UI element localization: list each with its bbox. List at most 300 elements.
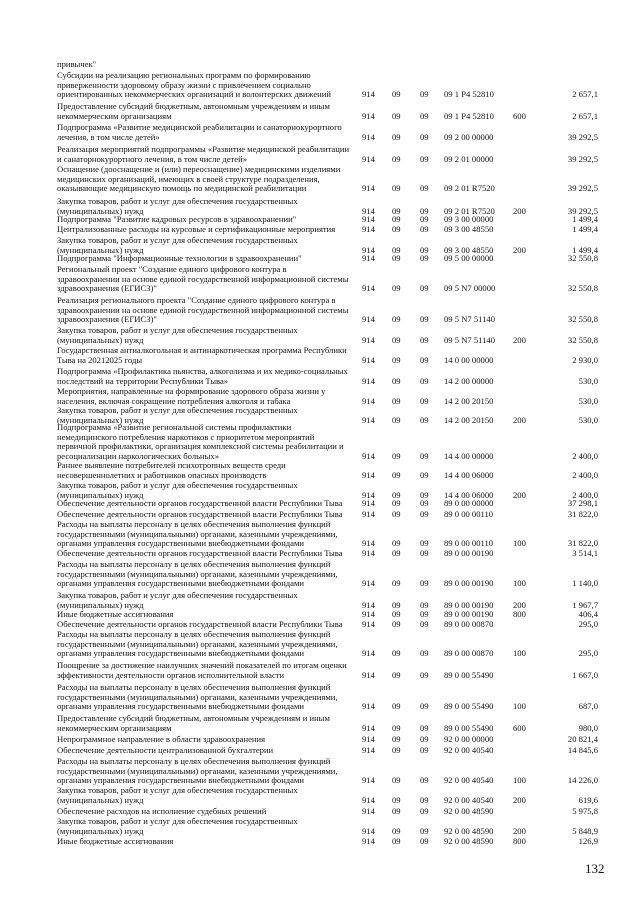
- description-line: здравоохранения (ЕГИСЗ)": [57, 314, 157, 325]
- section-code: 09: [392, 153, 401, 164]
- subsection-code: 09: [420, 745, 429, 755]
- section-code: 09: [392, 469, 401, 480]
- expense-type-code: 100: [513, 648, 526, 659]
- description-line: Закупка товаров, работ и услуг для обеспечения государственных: [57, 196, 298, 206]
- grbs-code: 914: [362, 498, 375, 508]
- subsection-code: 09: [420, 599, 429, 610]
- description-line: Закупка товаров, работ и услуг для обеспечения государственных: [57, 816, 298, 826]
- description-line: Расходы на выплаты персоналу в целях обеспечения выполнения функций: [57, 682, 331, 692]
- grbs-code: 914: [362, 548, 375, 558]
- amount: 39 292,5: [567, 153, 598, 164]
- description-line: Закупка товаров, работ и услуг для обеспечения государственных: [57, 480, 298, 490]
- amount: 5 975,8: [572, 806, 598, 816]
- subsection-code: 09: [420, 619, 429, 629]
- target-article-code: 89 0 00 00870: [444, 619, 494, 629]
- section-code: 09: [392, 669, 401, 680]
- target-article-code: 09 5 00 00000: [444, 253, 494, 263]
- description-line: Закупка товаров, работ и услуг для обеспечения государственных: [57, 405, 298, 415]
- grbs-code: 914: [362, 538, 375, 549]
- amount: 1 499,4: [572, 244, 598, 255]
- row-description: [57, 265, 357, 294]
- target-article-code: 89 0 00 00870: [444, 648, 494, 659]
- subsection-code: 09: [420, 253, 429, 263]
- description-line: Государственная антиалкогольная и антинаркотическая программа Республики: [57, 345, 347, 355]
- amount: 37 298,1: [567, 498, 598, 508]
- description-line: (муниципальных) нужд: [57, 794, 144, 805]
- description-line: (муниципальных) нужд: [57, 414, 144, 425]
- subsection-code: 09: [420, 224, 429, 234]
- row-description: [57, 367, 357, 386]
- target-article-code: 92 0 00 40540: [444, 775, 494, 786]
- subsection-code: 09: [420, 806, 429, 816]
- target-article-code: 09 5 N7 51140: [444, 334, 496, 345]
- grbs-code: 914: [362, 609, 375, 619]
- section-code: 09: [392, 722, 401, 733]
- amount: 31 822,0: [567, 509, 598, 519]
- grbs-code: 914: [362, 244, 375, 255]
- expense-type-code: 200: [513, 334, 526, 345]
- grbs-code: 914: [362, 669, 375, 680]
- target-article-code: 92 0 00 40540: [444, 794, 494, 805]
- amount: 2 657,1: [572, 110, 598, 121]
- grbs-code: 914: [362, 450, 375, 461]
- description-line: здравоохранении на основе единой государственной информационной системы: [57, 273, 349, 284]
- expense-type-code: 200: [513, 599, 526, 610]
- grbs-code: 914: [362, 183, 375, 194]
- description-line: первичной профилактики, организация комплексной системы реабилитации и: [57, 441, 344, 452]
- subsection-code: 09: [420, 244, 429, 255]
- description-line: (муниципальных) нужд: [57, 205, 144, 216]
- section-code: 09: [392, 619, 401, 629]
- subsection-code: 09: [420, 375, 429, 386]
- subsection-code: 09: [420, 578, 429, 589]
- description-line: Поощрение за достижение наилучших значений показателей по итогам оценки: [57, 660, 347, 670]
- subsection-code: 09: [420, 794, 429, 805]
- description-line: Реализация регионального проекта "Создание единого цифрового контура в: [57, 295, 336, 305]
- description-line: населения, включая сокращение потребления алкоголя и табака: [57, 395, 291, 406]
- grbs-code: 914: [362, 395, 375, 406]
- grbs-code: 914: [362, 509, 375, 519]
- section-code: 09: [392, 734, 401, 744]
- amount: 14 845,6: [567, 745, 598, 755]
- subsection-code: 09: [420, 489, 429, 500]
- subsection-code: 09: [420, 775, 429, 786]
- section-code: 09: [392, 131, 401, 142]
- grbs-code: 914: [362, 283, 375, 294]
- section-code: 09: [392, 825, 401, 836]
- target-article-code: 92 0 00 48590: [444, 825, 494, 836]
- target-article-code: 92 0 00 48590: [444, 836, 494, 846]
- description-line: Расходы на выплаты персоналу в целях обеспечения выполнения функций: [57, 519, 331, 529]
- row-description: [57, 145, 357, 164]
- section-code: 09: [392, 775, 401, 786]
- target-article-code: 89 0 00 55490: [444, 701, 494, 712]
- row-description: [57, 817, 357, 836]
- row-description: [57, 499, 357, 509]
- description-line: Иные бюджетные ассигнования: [57, 836, 174, 846]
- section-code: 09: [392, 314, 401, 325]
- target-article-code: 09 3 00 48550: [444, 224, 494, 234]
- amount: 619,6: [578, 794, 598, 805]
- target-article-code: 92 0 00 48590: [444, 806, 494, 816]
- subsection-code: 09: [420, 548, 429, 558]
- description-line: (муниципальных) нужд: [57, 599, 144, 610]
- target-article-code: 14 4 00 00000: [444, 450, 494, 461]
- section-code: 09: [392, 253, 401, 263]
- amount: 530,0: [578, 395, 598, 406]
- subsection-code: 09: [420, 131, 429, 142]
- amount: 1 667,0: [572, 669, 598, 680]
- description-line: привычек": [57, 59, 97, 69]
- description-line: государственными (муниципальными) органами, казенными учреждениями,: [57, 528, 338, 539]
- subsection-code: 09: [420, 669, 429, 680]
- row-description: [57, 591, 357, 610]
- subsection-code: 09: [420, 214, 429, 224]
- expense-type-code: 800: [513, 836, 526, 846]
- amount: 2 400,0: [572, 489, 598, 500]
- subsection-code: 09: [420, 183, 429, 194]
- target-article-code: 09 1 P4 52810: [444, 110, 494, 121]
- description-line: Централизованные расходы на курсовые и сертификационные мероприятия: [57, 224, 336, 234]
- subsection-code: 09: [420, 334, 429, 345]
- grbs-code: 914: [362, 153, 375, 164]
- amount: 32 550,8: [567, 283, 598, 294]
- description-line: органами управления государственными внебюджетными фондами: [57, 648, 305, 659]
- target-article-code: 89 0 00 55490: [444, 669, 494, 680]
- expense-type-code: 200: [513, 414, 526, 425]
- description-line: государственными (муниципальными) органами, казенными учреждениями,: [57, 765, 338, 776]
- section-code: 09: [392, 538, 401, 549]
- description-line: Субсидии на реализацию региональных программ по формированию: [57, 70, 311, 80]
- section-code: 09: [392, 244, 401, 255]
- description-line: некоммерческим организациям: [57, 110, 172, 121]
- amount: 2 930,0: [572, 354, 598, 365]
- subsection-code: 09: [420, 314, 429, 325]
- description-line: Закупка товаров, работ и услуг для обеспечения государственных: [57, 785, 298, 795]
- description-line: Обеспечение расходов на исполнение судебных решений: [57, 806, 267, 816]
- subsection-code: 09: [420, 538, 429, 549]
- row-description: [57, 71, 357, 100]
- row-description: [57, 423, 357, 461]
- amount: 1 499,4: [572, 214, 598, 224]
- section-code: 09: [392, 548, 401, 558]
- description-line: и санаторнокурортного лечения, в том числе детей»: [57, 153, 248, 164]
- grbs-code: 914: [362, 836, 375, 846]
- row-description: [57, 326, 357, 345]
- section-code: 09: [392, 395, 401, 406]
- row-description: [57, 165, 357, 194]
- amount: 1 967,7: [572, 599, 598, 610]
- grbs-code: 914: [362, 110, 375, 121]
- description-line: Подпрограмма «Развитие медицинской реабилитации и санаторнокурортного: [57, 122, 342, 132]
- description-line: государственными (муниципальными) органами, казенными учреждениями,: [57, 638, 338, 649]
- expense-type-code: 600: [513, 110, 526, 121]
- description-line: (муниципальных) нужд: [57, 334, 144, 345]
- description-line: Предоставление субсидий бюджетным, автономным учреждениям и иным: [57, 713, 330, 723]
- grbs-code: 914: [362, 619, 375, 629]
- section-code: 09: [392, 806, 401, 816]
- section-code: 09: [392, 224, 401, 234]
- amount: 32 550,8: [567, 334, 598, 345]
- subsection-code: 09: [420, 354, 429, 365]
- grbs-code: 914: [362, 314, 375, 325]
- row-description: [57, 757, 357, 786]
- row-description: [57, 102, 357, 121]
- section-code: 09: [392, 89, 401, 100]
- description-line: лечения, в том числе детей»: [57, 131, 160, 142]
- description-line: Закупка товаров, работ и услуг для обеспечения государственных: [57, 325, 298, 335]
- amount: 295,0: [578, 648, 598, 659]
- description-line: Тыва на 20212025 годы: [57, 354, 143, 365]
- target-article-code: 89 0 00 00110: [444, 538, 494, 549]
- target-article-code: 09 3 00 00000: [444, 214, 494, 224]
- row-description: [57, 786, 357, 805]
- row-description: [57, 735, 357, 745]
- target-article-code: 09 2 01 R7520: [444, 183, 495, 194]
- description-line: Расходы на выплаты персоналу в целях обеспечения выполнения функций: [57, 629, 331, 639]
- section-code: 09: [392, 794, 401, 805]
- description-line: Раннее выявление потребителей психотропных веществ среди: [57, 460, 286, 470]
- subsection-code: 09: [420, 509, 429, 519]
- section-code: 09: [392, 334, 401, 345]
- section-code: 09: [392, 110, 401, 121]
- target-article-code: 09 2 01 00000: [444, 153, 494, 164]
- description-line: Обеспечение деятельности органов государственной власти Республики Тыва: [57, 498, 343, 508]
- subsection-code: 09: [420, 609, 429, 619]
- target-article-code: 92 0 00 40540: [444, 745, 494, 755]
- amount: 39 292,5: [567, 183, 598, 194]
- description-line: органами управления государственными внебюджетными фондами: [57, 578, 305, 589]
- subsection-code: 09: [420, 205, 429, 216]
- row-description: [57, 346, 357, 365]
- description-line: приверженности здоровому образу жизни с привлечением социально: [57, 79, 311, 90]
- grbs-code: 914: [362, 89, 375, 100]
- target-article-code: 14 2 00 20150: [444, 414, 494, 425]
- grbs-code: 914: [362, 578, 375, 589]
- expense-type-code: 200: [513, 205, 526, 216]
- row-description: [57, 661, 357, 680]
- section-code: 09: [392, 183, 401, 194]
- grbs-code: 914: [362, 806, 375, 816]
- amount: 687,0: [578, 701, 598, 712]
- row-description: [57, 560, 357, 589]
- row-description: [57, 296, 357, 325]
- amount: 39 292,5: [567, 205, 598, 216]
- subsection-code: 09: [420, 722, 429, 733]
- description-line: (муниципальных) нужд: [57, 244, 144, 255]
- expense-type-code: 100: [513, 538, 526, 549]
- section-code: 09: [392, 205, 401, 216]
- description-line: оказывающие медицинскую помощь по медицинской реабилитации: [57, 183, 307, 194]
- grbs-code: 914: [362, 489, 375, 500]
- description-line: Закупка товаров, работ и услуг для обеспечения государственных: [57, 590, 298, 600]
- grbs-code: 914: [362, 375, 375, 386]
- subsection-code: 09: [420, 836, 429, 846]
- row-description: [57, 630, 357, 659]
- description-line: государственными (муниципальными) органами, казенными учреждениями,: [57, 691, 338, 702]
- target-article-code: 09 3 00 48550: [444, 244, 494, 255]
- grbs-code: 914: [362, 734, 375, 744]
- expense-type-code: 200: [513, 794, 526, 805]
- description-line: Обеспечение деятельности органов государственной власти Республики Тыва: [57, 509, 343, 519]
- subsection-code: 09: [420, 734, 429, 744]
- description-line: Обеспечение деятельности централизованной бухгалтерии: [57, 745, 274, 755]
- amount: 406,4: [578, 609, 598, 619]
- target-article-code: 89 0 00 00190: [444, 609, 494, 619]
- amount: 14 226,0: [567, 775, 598, 786]
- section-code: 09: [392, 414, 401, 425]
- grbs-code: 914: [362, 253, 375, 263]
- target-article-code: 89 0 00 55490: [444, 722, 494, 733]
- section-code: 09: [392, 214, 401, 224]
- row-description: [57, 387, 357, 406]
- section-code: 09: [392, 283, 401, 294]
- grbs-code: 914: [362, 825, 375, 836]
- expense-type-code: 200: [513, 489, 526, 500]
- subsection-code: 09: [420, 825, 429, 836]
- expense-type-code: 200: [513, 825, 526, 836]
- subsection-code: 09: [420, 498, 429, 508]
- subsection-code: 09: [420, 469, 429, 480]
- section-code: 09: [392, 609, 401, 619]
- description-line: (муниципальных) нужд: [57, 489, 144, 500]
- amount: 32 550,8: [567, 253, 598, 263]
- subsection-code: 09: [420, 450, 429, 461]
- row-description: [57, 225, 357, 235]
- description-line: здравоохранения (ЕГИСЗ)": [57, 283, 157, 294]
- amount: 980,0: [578, 722, 598, 733]
- grbs-code: 914: [362, 334, 375, 345]
- description-line: последствий на территории Республики Тыва»: [57, 375, 229, 386]
- description-line: Обеспечение деятельности органов государственной власти Республики Тыва: [57, 619, 343, 629]
- grbs-code: 914: [362, 794, 375, 805]
- grbs-code: 914: [362, 599, 375, 610]
- amount: 2 400,0: [572, 469, 598, 480]
- row-description: [57, 60, 357, 70]
- grbs-code: 914: [362, 224, 375, 234]
- description-line: Подпрограмма "Информационные технологии в здравоохранении": [57, 253, 302, 263]
- section-code: 09: [392, 509, 401, 519]
- row-description: [57, 461, 357, 480]
- amount: 1 499,4: [572, 224, 598, 234]
- grbs-code: 914: [362, 775, 375, 786]
- description-line: (муниципальных) нужд: [57, 825, 144, 836]
- target-article-code: 09 2 01 R7520: [444, 205, 495, 216]
- description-line: Региональный проект "Создание единого цифрового контура в: [57, 264, 287, 274]
- section-code: 09: [392, 701, 401, 712]
- subsection-code: 09: [420, 89, 429, 100]
- description-line: несовершеннолетних и работников опасных производств: [57, 469, 267, 480]
- description-line: Закупка товаров, работ и услуг для обеспечения государственных: [57, 235, 298, 245]
- description-line: Расходы на выплаты персоналу в целях обеспечения выполнения функций: [57, 559, 331, 569]
- target-article-code: 89 0 00 00000: [444, 498, 494, 508]
- grbs-code: 914: [362, 722, 375, 733]
- expense-type-code: 800: [513, 609, 526, 619]
- expense-type-code: 600: [513, 722, 526, 733]
- target-article-code: 89 0 00 00110: [444, 509, 494, 519]
- description-line: немедицинского потребления наркотиков с приоритетом мероприятий: [57, 431, 315, 442]
- description-line: органами управления государственными внебюджетными фондами: [57, 701, 305, 712]
- description-line: здравоохранении на основе единой государственной информационной системы: [57, 304, 349, 315]
- amount: 20 821,4: [567, 734, 598, 744]
- section-code: 09: [392, 489, 401, 500]
- subsection-code: 09: [420, 153, 429, 164]
- grbs-code: 914: [362, 414, 375, 425]
- target-article-code: 92 0 00 00000: [444, 734, 494, 744]
- target-article-code: 09 2 00 00000: [444, 131, 494, 142]
- row-description: [57, 123, 357, 142]
- description-line: Подпрограмма "Развитие кадровых ресурсов в здравоохранении": [57, 214, 297, 224]
- amount: 295,0: [578, 619, 598, 629]
- section-code: 09: [392, 450, 401, 461]
- target-article-code: 89 0 00 00190: [444, 578, 494, 589]
- description-line: органами управления государственными внебюджетными фондами: [57, 775, 305, 786]
- target-article-code: 14 2 00 20150: [444, 395, 494, 406]
- row-description: [57, 683, 357, 712]
- description-line: Реализация мероприятий подпрограммы «Развитие медицинской реабилитации: [57, 144, 350, 154]
- grbs-code: 914: [362, 701, 375, 712]
- section-code: 09: [392, 578, 401, 589]
- subsection-code: 09: [420, 648, 429, 659]
- target-article-code: 09 5 N7 00000: [444, 283, 496, 294]
- description-line: Предоставление субсидий бюджетным, автономным учреждениям и иным: [57, 101, 330, 111]
- amount: 5 848,9: [572, 825, 598, 836]
- description-line: медицинских организаций, имеющих в своей структуре подразделения,: [57, 173, 320, 184]
- grbs-code: 914: [362, 745, 375, 755]
- description-line: Обеспечение деятельности органов государственной власти Республики Тыва: [57, 548, 343, 558]
- target-article-code: 14 2 00 00000: [444, 375, 494, 386]
- description-line: Подпрограмма «Развитие региональной системы профилактики: [57, 422, 292, 432]
- amount: 126,9: [578, 836, 598, 846]
- description-line: Расходы на выплаты персоналу в целях обеспечения выполнения функций: [57, 756, 331, 766]
- amount: 32 550,8: [567, 314, 598, 325]
- grbs-code: 914: [362, 131, 375, 142]
- description-line: Оснащение (дооснащение и (или) переоснащение) медицинскими изделиями: [57, 164, 341, 174]
- target-article-code: 89 0 00 00190: [444, 599, 494, 610]
- description-line: ресоциализации наркологических больных»: [57, 450, 220, 461]
- description-line: некоммерческим организациям: [57, 722, 172, 733]
- section-code: 09: [392, 375, 401, 386]
- target-article-code: 89 0 00 00190: [444, 548, 494, 558]
- amount: 530,0: [578, 414, 598, 425]
- amount: 2 657,1: [572, 89, 598, 100]
- section-code: 09: [392, 745, 401, 755]
- grbs-code: 914: [362, 205, 375, 216]
- row-description: [57, 254, 357, 264]
- description-line: органами управления государственными внебюджетными фондами: [57, 538, 305, 549]
- subsection-code: 09: [420, 414, 429, 425]
- expense-type-code: 100: [513, 701, 526, 712]
- row-description: [57, 549, 357, 559]
- target-article-code: 09 1 P4 52810: [444, 89, 494, 100]
- subsection-code: 09: [420, 110, 429, 121]
- target-article-code: 14 4 00 06000: [444, 489, 494, 500]
- description-line: Непрограммное направление в области здравоохранения: [57, 734, 266, 744]
- row-description: [57, 520, 357, 549]
- description-line: Иные бюджетные ассигнования: [57, 609, 174, 619]
- expense-type-code: 100: [513, 578, 526, 589]
- subsection-code: 09: [420, 283, 429, 294]
- section-code: 09: [392, 354, 401, 365]
- description-line: государственными (муниципальными) органами, казенными учреждениями,: [57, 568, 338, 579]
- section-code: 09: [392, 836, 401, 846]
- description-line: Мероприятия, направленные на формирование здорового образа жизни у: [57, 386, 326, 396]
- amount: 1 140,0: [572, 578, 598, 589]
- expense-type-code: 100: [513, 775, 526, 786]
- page-number: 132: [585, 861, 605, 876]
- row-description: [57, 837, 357, 847]
- grbs-code: 914: [362, 469, 375, 480]
